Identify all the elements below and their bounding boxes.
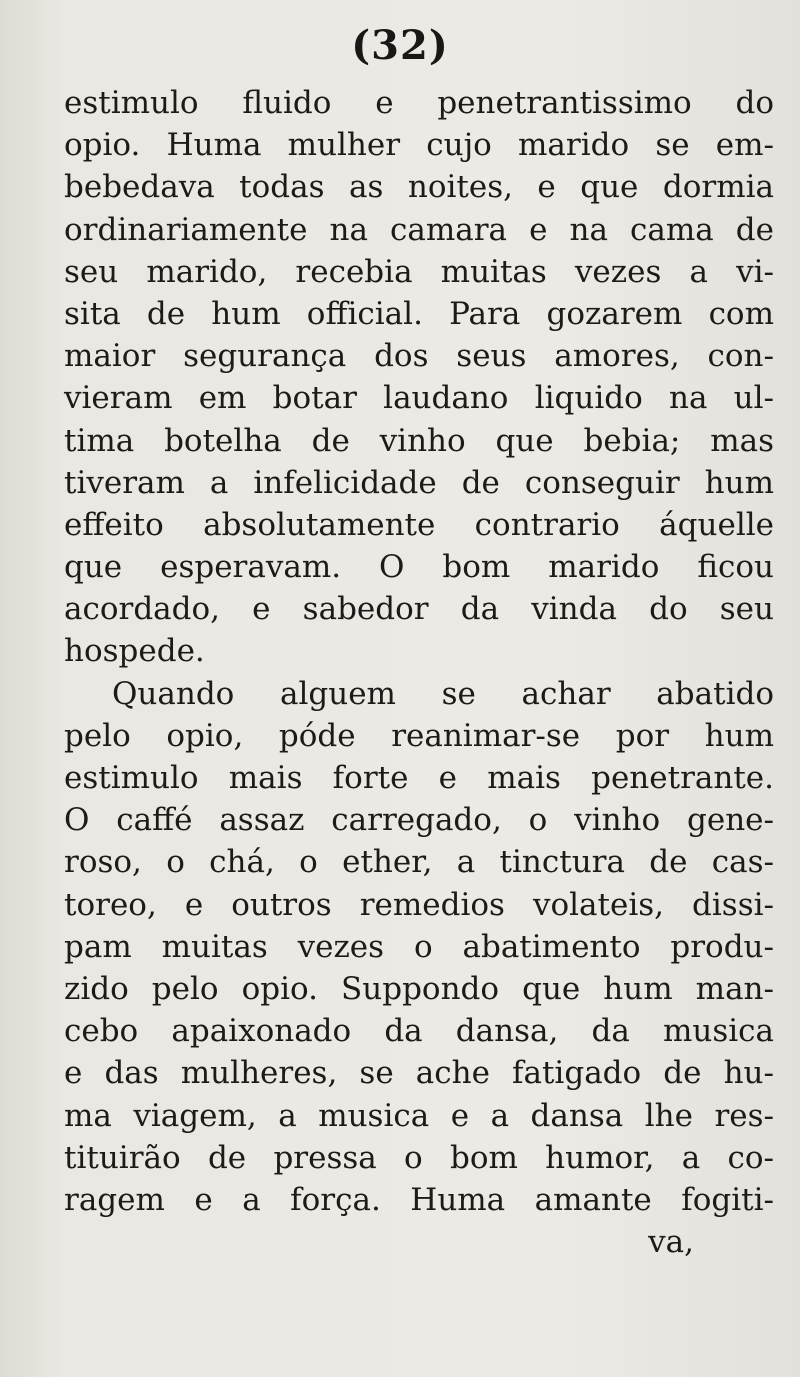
text-line: sita de hum official. Para gozarem com bbox=[64, 295, 774, 332]
text-line: opio. Huma mulher cujo marido se em- bbox=[64, 127, 774, 164]
text-line: ragem e a força. Huma amante fogiti- bbox=[64, 1181, 774, 1218]
text-line: pelo opio, póde reanimar-se por hum bbox=[64, 717, 774, 754]
text-line: toreo, e outros remedios volateis, dissi- bbox=[64, 886, 774, 923]
text-line: ordinariamente na camara e na cama de bbox=[64, 211, 774, 248]
text-line: seu marido, recebia muitas vezes a vi- bbox=[64, 253, 774, 290]
text-line: e das mulheres, se ache fatigado de hu- bbox=[64, 1055, 774, 1092]
text-line: tima botelha de vinho que bebia; mas bbox=[64, 422, 774, 459]
text-line: estimulo fluido e penetrantissimo do bbox=[64, 85, 774, 121]
body-text bbox=[64, 82, 774, 1263]
text-line: acordado, e sabedor da vinda do seu bbox=[64, 591, 774, 628]
text-line: vieram em botar laudano liquido na ul- bbox=[64, 380, 774, 417]
text-line: effeito absolutamente contrario áquelle bbox=[64, 506, 774, 543]
text-line: roso, o chá, o ether, a tinctura de cas- bbox=[64, 844, 774, 881]
text-line: que esperavam. O bom marido ficou bbox=[64, 549, 774, 586]
text-line: cebo apaixonado da dansa, da musica bbox=[64, 1013, 774, 1050]
text-line: estimulo mais forte e mais penetrante. bbox=[64, 760, 774, 796]
text-line: maior segurança dos seus amores, con- bbox=[64, 338, 774, 375]
text-line: bebedava todas as noites, e que dormia bbox=[64, 169, 774, 206]
page-number: (32) bbox=[351, 22, 449, 69]
text-line: tiveram a infelicidade de conseguir hum bbox=[64, 464, 774, 501]
text-line: hospede. bbox=[64, 633, 205, 670]
text-line: zido pelo opio. Suppondo que hum man- bbox=[64, 970, 774, 1007]
paragraph-start-line: Quando alguem se achar abatido bbox=[112, 675, 774, 712]
text-line: tituirão de pressa o bom humor, a co- bbox=[64, 1139, 774, 1176]
text-line: ma viagem, a musica e a dansa lhe res- bbox=[64, 1097, 774, 1134]
text-line: pam muitas vezes o abatimento produ- bbox=[64, 928, 774, 965]
catchword: va, bbox=[648, 1224, 694, 1261]
text-line: O caffé assaz carregado, o vinho gene- bbox=[64, 802, 774, 839]
